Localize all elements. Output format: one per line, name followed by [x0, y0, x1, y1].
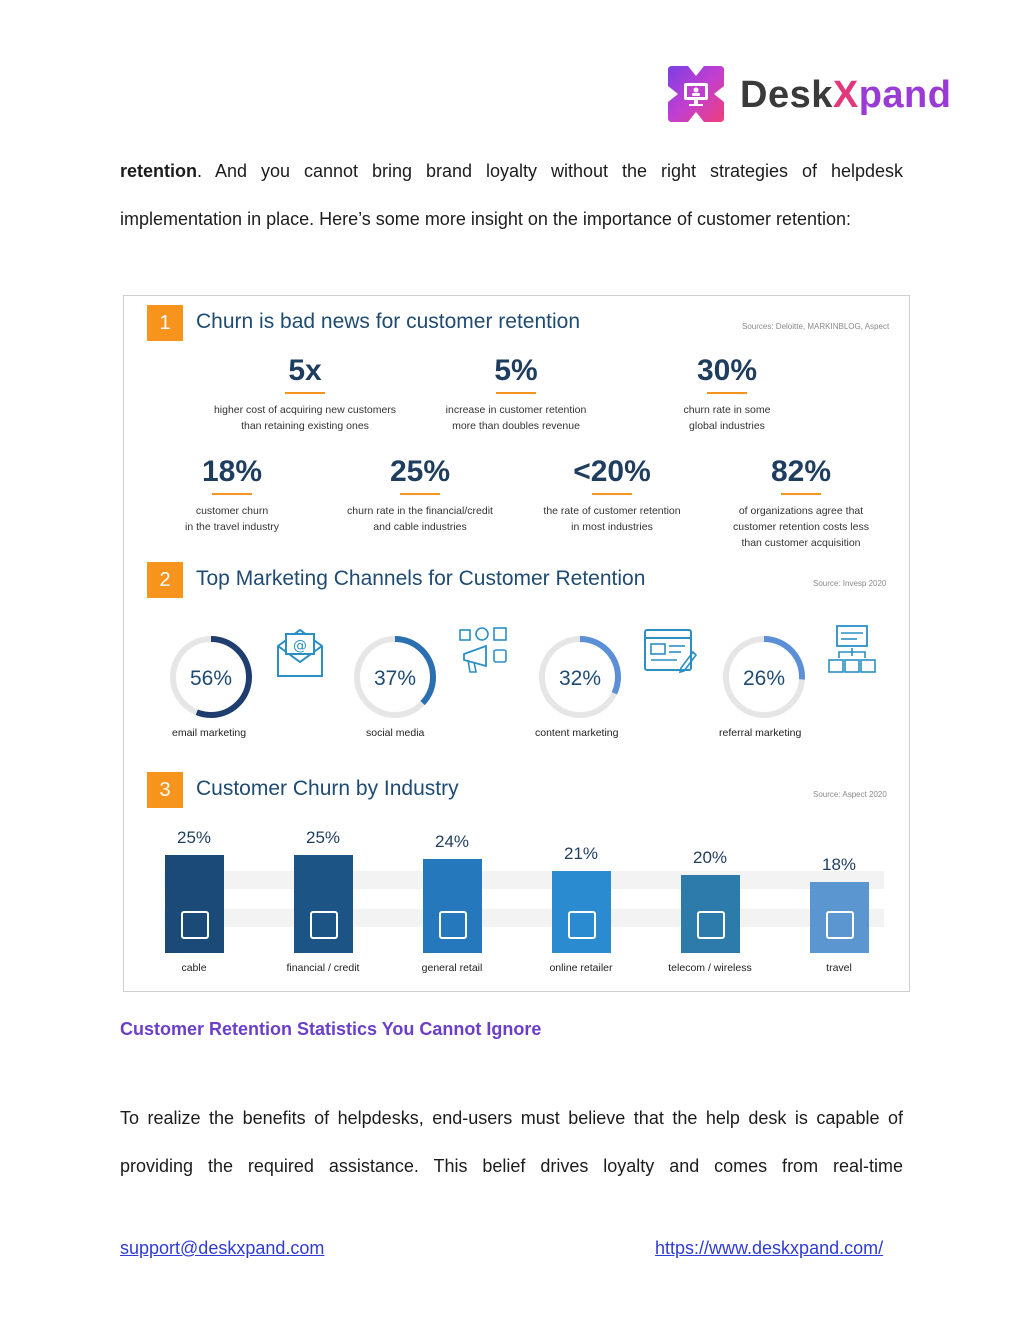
stat-6: <20% the rate of customer retention in most industries [543, 455, 681, 533]
bar-category-label: financial / credit [286, 962, 360, 974]
intro-line-2: implementation in place. Here’s some more insight on the importance of customer retention: [120, 209, 852, 229]
intro-line-1: retention. And you cannot bring brand loyalty without the right strategies of helpdesk [120, 161, 903, 181]
section-heading: Customer Retention Statistics You Cannot Ignore [120, 1019, 542, 1039]
donut-value: 32% [558, 667, 602, 690]
section-1-number: 1 [147, 305, 183, 341]
donut-value: 56% [189, 667, 233, 690]
bar-value-label: 21% [563, 843, 599, 863]
section-2-title: Top Marketing Channels for Customer Retention [196, 567, 646, 590]
body-line-2: providing the required assistance. This belief drives loyalty and comes from real-time [120, 1156, 903, 1176]
bar-value-label: 20% [692, 847, 728, 867]
social-media-icon [456, 624, 512, 680]
section-1-title: Churn is bad news for customer retention [196, 310, 581, 333]
tv-icon [165, 911, 224, 944]
stat-4: 18% customer churn in the travel industry [185, 455, 279, 533]
section-1-source: Sources: Deloitte, MARKINBLOG, Aspect [742, 322, 890, 331]
section-2-source: Source: Invesp 2020 [813, 579, 887, 588]
bar-category-label: general retail [421, 962, 483, 974]
support-email-link[interactable]: support@deskxpand.com [120, 1238, 325, 1258]
website-link[interactable]: https://www.deskxpand.com/ [655, 1238, 884, 1258]
channel-email: 56% @ email marketing [166, 624, 336, 754]
referral-icon [825, 624, 881, 680]
section-2-number: 2 [147, 562, 183, 598]
stat-1: 5x higher cost of acquiring new customers than retaining existing ones [213, 354, 397, 432]
email-donut [166, 632, 256, 722]
body-line-1: To realize the benefits of helpdesks, end-users must believe that the help desk is capable of [120, 1108, 903, 1128]
channel-referral: 26% referral marketing [719, 624, 889, 754]
brand-name: DeskXpand [740, 74, 952, 116]
svg-text:@: @ [293, 638, 307, 654]
bar-value-label: 25% [305, 828, 341, 847]
email-icon [272, 624, 328, 680]
infographic [123, 295, 910, 992]
stat-5: 25% churn rate in the financial/credit and cable industries [347, 455, 493, 533]
mobile-phone-icon [681, 911, 740, 944]
channel-social: 37% social media [350, 624, 520, 754]
brand-logo [664, 60, 952, 130]
shopping-bags-icon [423, 911, 482, 944]
donut-value: 37% [373, 667, 417, 690]
bar-category-label: cable [181, 962, 207, 974]
churn-bar-chart [124, 816, 909, 986]
bar-category-label: travel [826, 962, 852, 974]
section-3-number: 3 [147, 772, 183, 808]
content-icon [641, 624, 697, 680]
money-bag-icon [294, 911, 353, 944]
bar-value-label: 18% [821, 855, 857, 875]
section-3-title: Customer Churn by Industry [196, 777, 459, 800]
donut-value: 26% [742, 667, 786, 690]
stat-2: 5% increase in customer retention more than doubles revenue [445, 354, 587, 432]
referral-donut [719, 632, 809, 722]
stat-7: 82% of organizations agree that customer retention costs less than customer acquisition [733, 455, 869, 549]
stat-3: 30% churn rate in some global industries [683, 354, 771, 432]
bar-category-label: telecom / wireless [668, 962, 752, 974]
bar-category-label: online retailer [549, 962, 613, 974]
social-donut [350, 632, 440, 722]
computer-cart-icon [552, 911, 611, 944]
bar-value-label: 24% [434, 831, 470, 851]
bar-value-label: 25% [176, 828, 212, 847]
deskxpand-logo-icon [664, 62, 728, 126]
section-3-source: Source: Aspect 2020 [813, 790, 887, 799]
content-donut [535, 632, 625, 722]
passport-icon [810, 911, 869, 944]
channel-content: 32% content marketing [535, 624, 705, 754]
